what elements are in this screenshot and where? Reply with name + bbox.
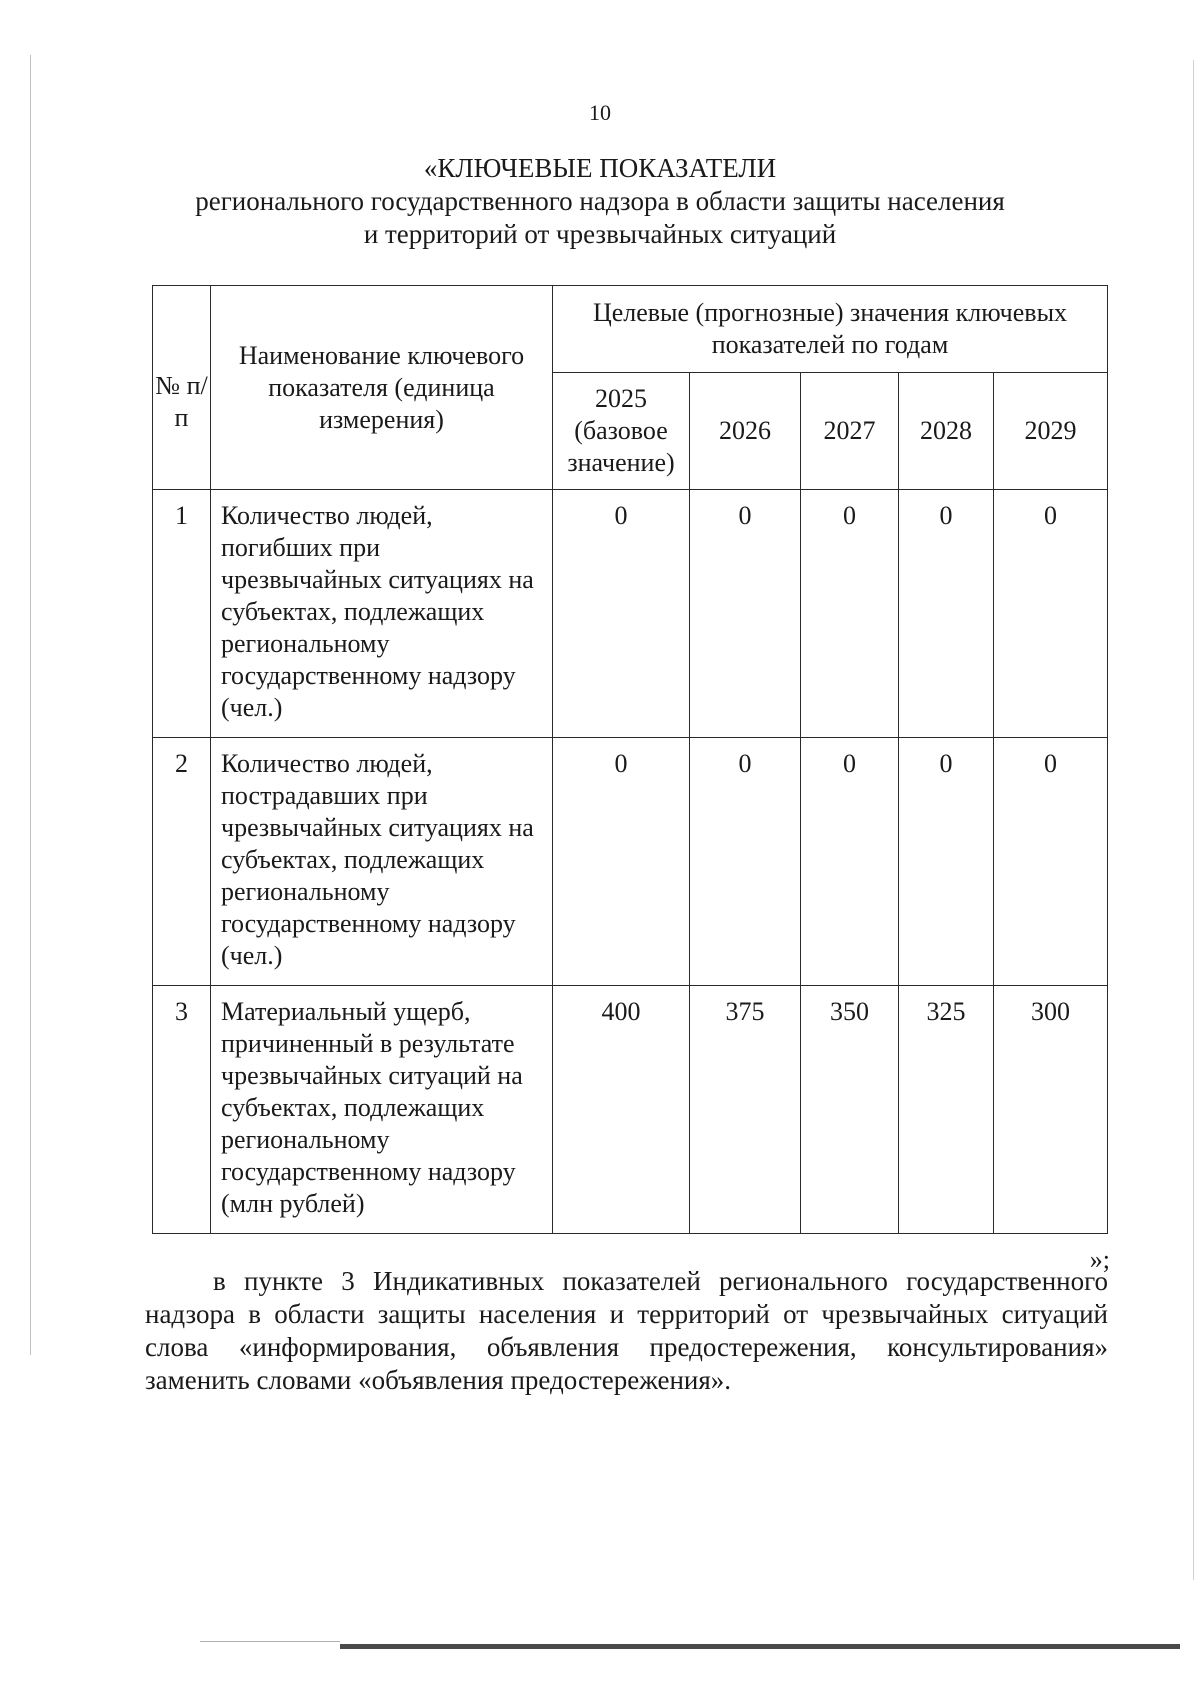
header-year-2025: 2025 (базовое значение) [553, 373, 690, 490]
row-number: 1 [153, 490, 211, 738]
value-2025: 400 [553, 986, 690, 1234]
indicator-name: Количество людей, погибших при чрезвычайных ситуациях на субъектах, подлежащих региональному государственному надзору (чел.) [211, 490, 553, 738]
indicator-name: Материальный ущерб, причиненный в результате чрезвычайных ситуаций на субъектах, подлежащих региональному государственному надзору (млн рублей) [211, 986, 553, 1234]
indicator-name: Количество людей, пострадавших при чрезвычайных ситуациях на субъектах, подлежащих региональному государственному надзору (чел.) [211, 738, 553, 986]
value-2027: 350 [801, 986, 899, 1234]
value-2025: 0 [553, 490, 690, 738]
header-year-2028: 2028 [899, 373, 994, 490]
scan-edge-right [1193, 60, 1194, 1580]
header-number: № п/п [153, 286, 211, 490]
document-title [0, 152, 1200, 251]
table-body [153, 490, 1108, 1234]
amendment-text: в пункте 3 Индикативных показателей регионального государственного надзора в области защиты населения и территорий от чрезвычайных ситуаций слова «информирования, объявления предостережения, консультирования» заменить словами «объявления предостережения». [145, 1266, 1108, 1395]
value-2028: 0 [899, 738, 994, 986]
value-2027: 0 [801, 490, 899, 738]
scan-edge-bottom [340, 1644, 1180, 1649]
value-2026: 0 [690, 490, 801, 738]
amendment-paragraph [145, 1265, 1108, 1397]
table-row [153, 738, 1108, 986]
key-indicators-table [152, 285, 1108, 1234]
value-2029: 300 [994, 986, 1108, 1234]
header-year-2027: 2027 [801, 373, 899, 490]
row-number: 2 [153, 738, 211, 986]
header-year-2029: 2029 [994, 373, 1108, 490]
header-target-values: Целевые (прогнозные) значения ключевых показателей по годам [553, 286, 1108, 373]
title-line-3: и территорий от чрезвычайных ситуаций [363, 219, 837, 249]
value-2028: 0 [899, 490, 994, 738]
value-2025: 0 [553, 738, 690, 986]
value-2027: 0 [801, 738, 899, 986]
value-2026: 0 [690, 738, 801, 986]
value-2028: 325 [899, 986, 994, 1234]
value-2029: 0 [994, 738, 1108, 986]
row-number: 3 [153, 986, 211, 1234]
header-year-2026: 2026 [690, 373, 801, 490]
title-line-1: «КЛЮЧЕВЫЕ ПОКАЗАТЕЛИ [423, 153, 777, 183]
title-line-2: регионального государственного надзора в области защиты населения [195, 186, 1005, 216]
header-indicator-name: Наименование ключевого показателя (единица измерения) [211, 286, 553, 490]
header-row-1 [153, 286, 1108, 373]
table-row [153, 986, 1108, 1234]
page-number: 10 [589, 100, 611, 125]
table-header [153, 286, 1108, 490]
closing-quote: »; [1089, 1245, 1110, 1274]
value-2029: 0 [994, 490, 1108, 738]
table-row [153, 490, 1108, 738]
value-2026: 375 [690, 986, 801, 1234]
scan-edge-bottom-thin [200, 1641, 340, 1642]
